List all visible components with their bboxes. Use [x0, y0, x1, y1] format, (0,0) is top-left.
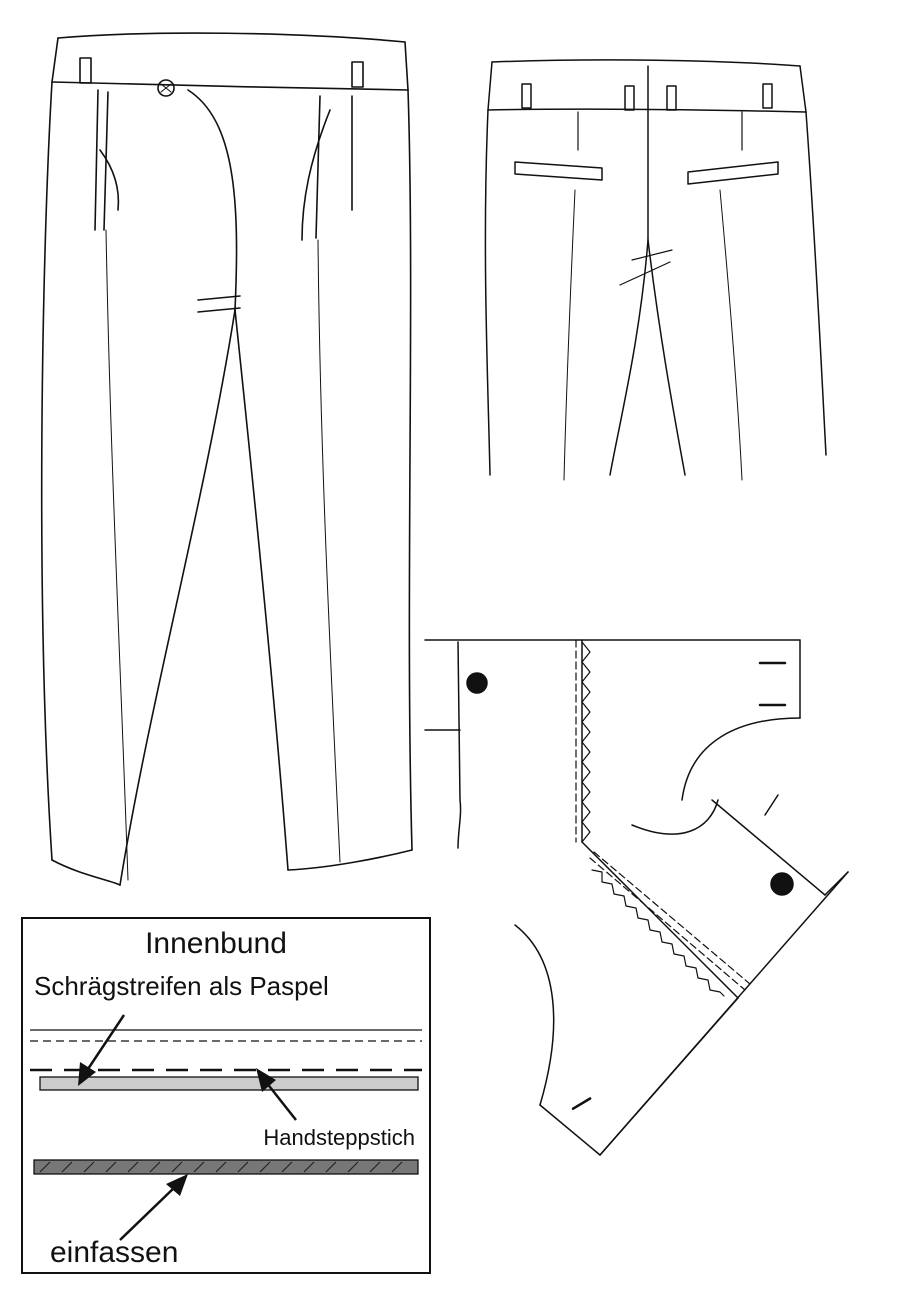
label-hand-stitch: Handsteppstich [263, 1125, 415, 1150]
waistband-detail-drawing [425, 640, 848, 1155]
button-mark-icon-2 [771, 873, 793, 895]
front-trousers-drawing [42, 33, 412, 885]
innenbund-legend-box [22, 918, 430, 1273]
label-bias-strip: Schrägstreifen als Paspel [34, 971, 329, 1001]
back-trousers-drawing [485, 60, 826, 480]
bias-strip-bar [40, 1077, 418, 1090]
label-binding: einfassen [50, 1236, 179, 1269]
button-mark-icon [467, 673, 487, 693]
legend-title: Innenbund [145, 927, 287, 960]
